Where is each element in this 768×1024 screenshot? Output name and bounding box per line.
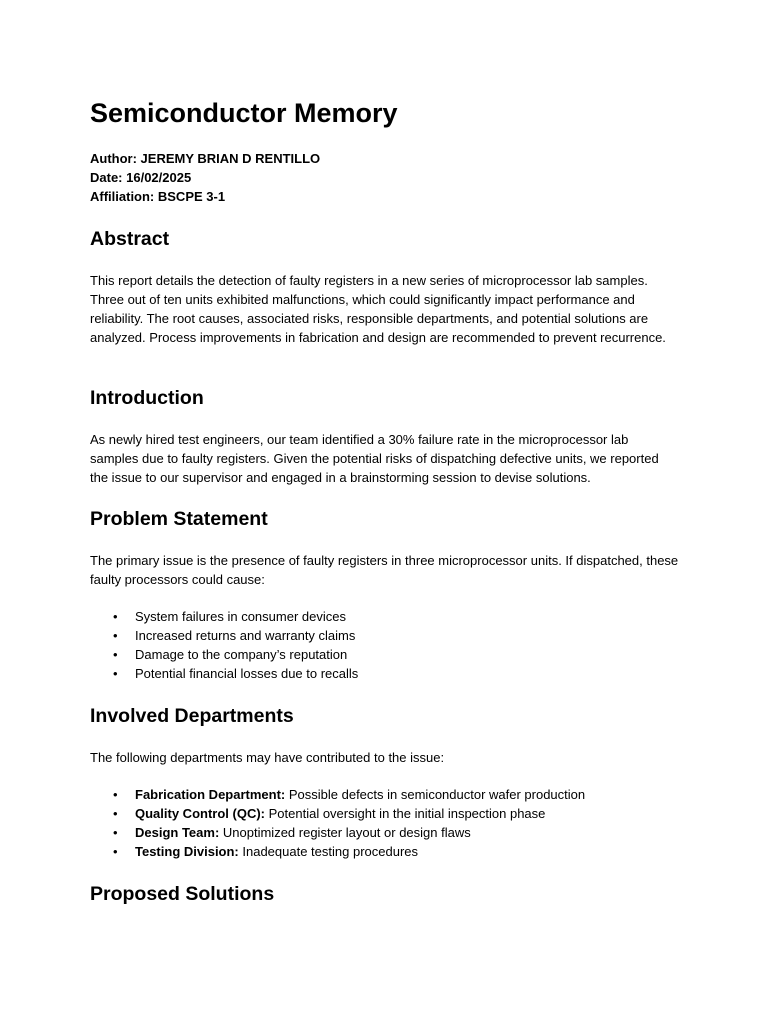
document-meta	[90, 149, 320, 206]
departments-list	[90, 785, 690, 861]
problem-heading: Problem Statement	[90, 508, 268, 530]
bullet-icon: •	[113, 825, 118, 840]
bullet-icon: •	[113, 666, 118, 681]
abstract-heading: Abstract	[90, 228, 170, 250]
department-term: Design Team:	[135, 825, 220, 840]
list-item: • Damage to the company’s reputation	[113, 647, 348, 662]
bullet-icon: •	[113, 844, 118, 859]
affiliation-line: Affiliation: BSCPE 3-1	[90, 189, 226, 204]
abstract-body: This report details the detection of faulty registers in a new series of microprocessor lab samples. Three out of ten units exhibited malfunctions, which could significantly impact performance and reliability. The root causes, associated risks, responsible departments, and potential solutions are analyzed. Process improvements in fabrication and design are recommended to prevent recurrence.	[90, 273, 666, 345]
department-term: Quality Control (QC):	[135, 806, 265, 821]
department-desc: Possible defects in semiconductor wafer production	[285, 787, 586, 802]
document-title: Semiconductor Memory	[90, 98, 398, 128]
introduction-heading: Introduction	[90, 387, 204, 409]
list-item: • Increased returns and warranty claims	[113, 628, 356, 643]
department-term: Fabrication Department:	[135, 787, 286, 802]
list-item: • System failures in consumer devices	[113, 609, 346, 624]
solutions-heading: Proposed Solutions	[90, 883, 275, 905]
departments-body: The following departments may have contributed to the issue:	[90, 750, 445, 765]
list-item: • Potential financial losses due to recalls	[113, 666, 359, 681]
problem-list	[90, 607, 690, 683]
bullet-icon: •	[113, 806, 118, 821]
departments-heading: Involved Departments	[90, 705, 294, 727]
problem-body: The primary issue is the presence of faulty registers in three microprocessor units. If dispatched, these faulty processors could cause:	[90, 553, 679, 587]
department-term: Testing Division:	[135, 844, 239, 859]
list-item	[90, 842, 690, 861]
list-item	[90, 785, 690, 804]
bullet-icon: •	[113, 609, 118, 624]
introduction-body: As newly hired test engineers, our team identified a 30% failure rate in the microprocessor lab samples due to faulty registers. Given the potential risks of dispatching defective units, we reported the issue to our supervisor and engaged in a brainstorming session to devise solutions.	[90, 432, 659, 485]
bullet-icon: •	[113, 787, 118, 802]
department-desc: Unoptimized register layout or design flaws	[219, 825, 471, 840]
author-line: Author: JEREMY BRIAN D RENTILLO	[90, 151, 321, 166]
department-desc: Inadequate testing procedures	[238, 844, 419, 859]
bullet-icon: •	[113, 647, 118, 662]
bullet-icon: •	[113, 628, 118, 643]
list-item	[90, 823, 690, 842]
date-line: Date: 16/02/2025	[90, 170, 192, 185]
list-item	[90, 804, 690, 823]
department-desc: Potential oversight in the initial inspection phase	[265, 806, 546, 821]
